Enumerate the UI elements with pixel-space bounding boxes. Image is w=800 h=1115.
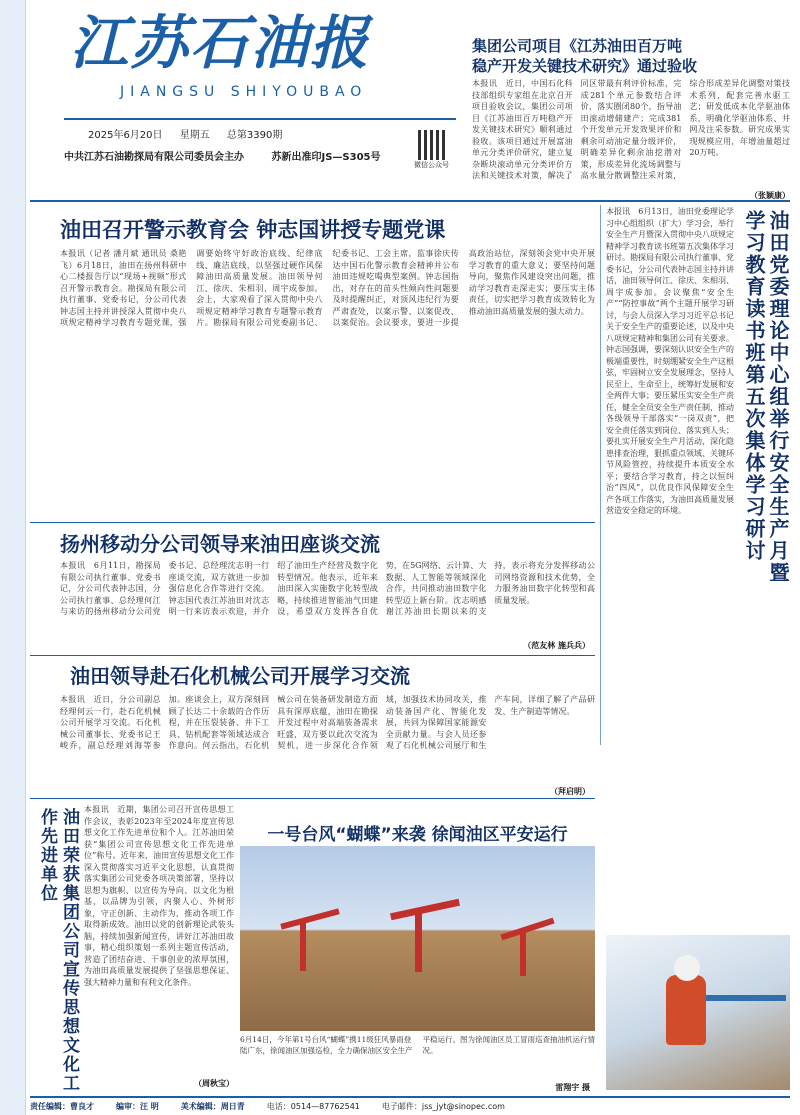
article-body-advanced-unit: 本报讯 近期，集团公司召开宣传思想工作会议，表彰2023年至2024年度宣传思想文化工作先进单位和个人。江苏油田荣获“集团公司宣传思想文化工作先进单位”称号。近年来，油田宣传思想文化工作深入贯彻落实习近平文化思想，认真贯彻落实集团公司党委各项决策部署，坚持以思想为旗帜、以宣传为导向、以文化为根基，以品牌为引领，内聚人心、外树形象，守正创新、主动作为，推动各项工作取得新成效。油田以党的创新理论武装头脑，持续加强新闻宣传，讲好江苏油田故事，精心组织策划一系列主题宣传活动，营造了团结奋进、干事创业的浓厚氛围，为油田高质量发展提供了坚强思想保证、强大精神力量和有利文化条件。 xyxy=(84,805,234,987)
masthead-title: 江苏石油报 xyxy=(70,9,371,77)
article-body-theory-group: 本报讯 6月13日，油田党委理论学习中心组组织（扩大）学习会，举行安全生产月暨深入贯彻中央八项规定精神学习教育读书班第五次集体学习研讨。勘探局有限公司执行董事、党委书记，分公司代表钟志国主持并讲话，油田领导何江、徐庆、朱相羽、周宇成参加。会议聚焦“安全生产”“防控事故”两个主题开展学习研讨，与会人员深入学习习近平总书记关于安全生产的重要论述，以及中央八项规定精神和集团公司有关要求。钟志国强调，要深刻认识安全生产的极端重要性，时刻绷紧安全生产这根弦，牢固树立安全发展理念，坚持人民至上、生命至上，统筹好发展和安全两件大事；要压紧压实安全生产责任，健全全员安全生产责任制，推动各级领导干部落实“一岗双责”，把安全责任落实到岗位、落实到人头；要扎实开展安全生产月活动，深化隐患排查治理，狠抓重点领域、关键环节风险管控，持续提升本质安全水平；要结合学习教育，持之以恒纠治“四风”，以优良作风保障安全生产各项工作落实，为油田高质量发展营造安全稳定的环境。 xyxy=(606,207,734,515)
footer-design: 美术编辑：周日青 xyxy=(180,1102,245,1111)
footer-layout: 编审：汪 明 xyxy=(116,1102,159,1111)
masthead-org-line xyxy=(64,148,454,163)
qr-code-label: 微信公众号 xyxy=(414,161,449,169)
footer-phone: 电话：0514—87762541 xyxy=(266,1102,360,1111)
article-author-machinery-visit: （拜启明） xyxy=(550,786,590,796)
article-body-mobile-visit: 本报讯 6月11日，勘探局有限公司执行董事、党委书记，分公司代表钟志国，分公司执行董事、总经理何江与来访的扬州移动分公司党委书记、总经理沈志明一行座谈交流，双方就进一步加强信息化合作等进行交流。钟志国代表江苏油田对沈志明一行来访表示欢迎，并介绍了油田生产经营及数字化转型情况。他表示，近年来油田深入实施数字化转型战略，持续推进智能油气田建设，希望双方发挥各自优势，在5G网络、云计算、大数据、人工智能等领域深化合作，共同推动油田数字化转型迈上新台阶。沈志明感谢江苏油田长期以来的支持，表示将充分发挥移动公司网络资源和技术优势，全力服务油田数字化转型和高质量发展。 xyxy=(60,561,595,616)
top-article-author: （张颖康） xyxy=(750,190,790,200)
article-headline-mobile-visit[interactable]: 扬州移动分公司领导来油田座谈交流 xyxy=(60,532,380,556)
masthead-date-line xyxy=(88,126,296,141)
page-side-ribbon xyxy=(0,0,26,1115)
issue-weekday: 星期五 xyxy=(179,130,210,141)
footer-editor: 责任编辑：曹良才 xyxy=(30,1102,94,1111)
article-body-warning-education: 本报讯（记者 潘月斌 通讯员 桑艳飞）6月18日，油田在扬州科研中心二楼报告厅以“现场+视频”形式召开警示教育会。勘探局有限公司执行董事、党委书记，分公司代表钟志国主持并讲授深入贯彻中央八项规定精神学习教育专题党课，强调要始终守好政治底线、纪律底线、廉洁底线，以坚强过硬作风保障油田高质量发展。油田领导何江、徐庆、朱相羽、周宇成参加。会上，大家观看了深入贯彻中央八项规定精神学习教育专题警示教育片。勘探局有限公司党委副书记、纪委书记、工会主席，监事徐庆传达中国石化警示教育会精神并公布油田违规吃喝典型案例。钟志国指出，对存在的苗头性倾向性问题要及时提醒纠正，对顶风违纪行为要严肃查处，以案示警、以案促改、以案促治。会议要求，要进一步提高政治站位，深刻领会党中央开展学习教育的重大意义；要坚持问题导向，聚焦作风建设突出问题，推动学习教育走深走实；要压实主体责任，切实把学习教育成效转化为推动油田高质量发展的强大动力。 xyxy=(60,249,595,327)
article-headline-warning-education[interactable]: 油田召开警示教育会 钟志国讲授专题党课 xyxy=(60,218,446,242)
photo-feature-title[interactable]: 一号台风“蝴蝶”来袭 徐闻油区平安运行 xyxy=(267,825,568,845)
article-author-advanced-unit: （周秋宝） xyxy=(194,1078,234,1088)
photo-feature-author: 雷翔宇 摄 xyxy=(555,1082,590,1092)
page-footer xyxy=(30,1096,790,1112)
issue-date: 2025年6月20日 xyxy=(88,130,163,141)
oilfield-pump-photo xyxy=(240,846,595,1031)
masthead-pinyin: JIANGSU SHIYOUBAO xyxy=(120,84,368,100)
article-headline-machinery-visit[interactable]: 油田领导赴石化机械公司开展学习交流 xyxy=(70,664,410,688)
article-headline-advanced-unit[interactable]: 油田荣获集团公司宣传思想文化工作先进单位 xyxy=(37,808,79,1093)
section-divider xyxy=(30,200,790,202)
article-body-machinery-visit: 本报讯 近日，分公司副总经理何云一行，赴石化机械公司开展学习交流。石化机械公司董事长、党委书记王峻乔，副总经理刘海等参加。座谈会上，双方深刻回顾了长达二十余载的合作历程，并在压裂装备、井下工具、钻机配套等领域达成合作意向。何云指出，石化机械公司在装备研发制造方面具有深厚底蕴，油田在勘探开发过程中对高端装备需求旺盛，双方要以此次交流为契机，进一步深化合作领域，加强技术协同攻关，推动装备国产化、智能化发展，共同为保障国家能源安全贡献力量。与会人员还参观了石化机械公司展厅和生产车间，详细了解了产品研发、生产制造等情况。 xyxy=(60,695,595,750)
section-divider xyxy=(30,655,595,656)
article-headline-theory-group[interactable]: 油田党委理论中心组举行安全生产月暨学习教育读书班第五次集体学习研讨 xyxy=(742,210,790,584)
publisher: 中共江苏石油勘探局有限公司委员会主办 xyxy=(64,152,244,163)
registration-number: 苏新出准印JS—S305号 xyxy=(271,152,381,163)
article-author-mobile-visit: （范友林 施兵兵） xyxy=(523,640,590,650)
issue-number: 总第3390期 xyxy=(226,130,283,141)
top-article-headline[interactable]: 集团公司项目《江苏油田百万吨 稳产开发关键技术研究》通过验收 xyxy=(472,37,698,75)
column-divider xyxy=(600,205,601,745)
footer-email[interactable]: 电子邮件：jss_jyt@sinopec.com xyxy=(381,1102,505,1111)
photo-feature-caption: 6月14日，今年第1号台风“蝴蝶”携11级狂风暴雨登陆广东，徐闻油区加强巡检，全力确保油区安全生产平稳运行。图为徐闻油区员工冒雨巡查抽油机运行情况。 xyxy=(240,1035,595,1055)
section-divider xyxy=(30,798,595,799)
masthead-divider xyxy=(64,118,456,120)
section-divider xyxy=(30,522,595,523)
worker-inspection-photo xyxy=(606,935,790,1090)
top-article-body: 本报讯 近日，中国石化科技部组织专家组在北京召开项目验收会议，集团公司项目《江苏油田百万吨稳产开发关键技术研究》顺利通过验收。该项目通过开展富油单元分类评价研究，建立复杂断块滚动单元分类评价方法和关键技术对策，解决了同区带最有利评价标准，完成281个单元参数结合评价，落实圈闭80个，指导油田滚动增储建产；完成381个开发单元开发效果评价和剩余可动油定量分级评价，明确差异化剩余油挖潜对策，形成差异化流场调整与高水量分散调整注采对策，综合形成差异化调整对策技术系列，配套完善水驱工艺；研发低成本化学驱油体系，明确化学驱油体系、井网及注采参数。研究成果实现规模应用，年增油量超过20万吨。 xyxy=(472,79,790,180)
